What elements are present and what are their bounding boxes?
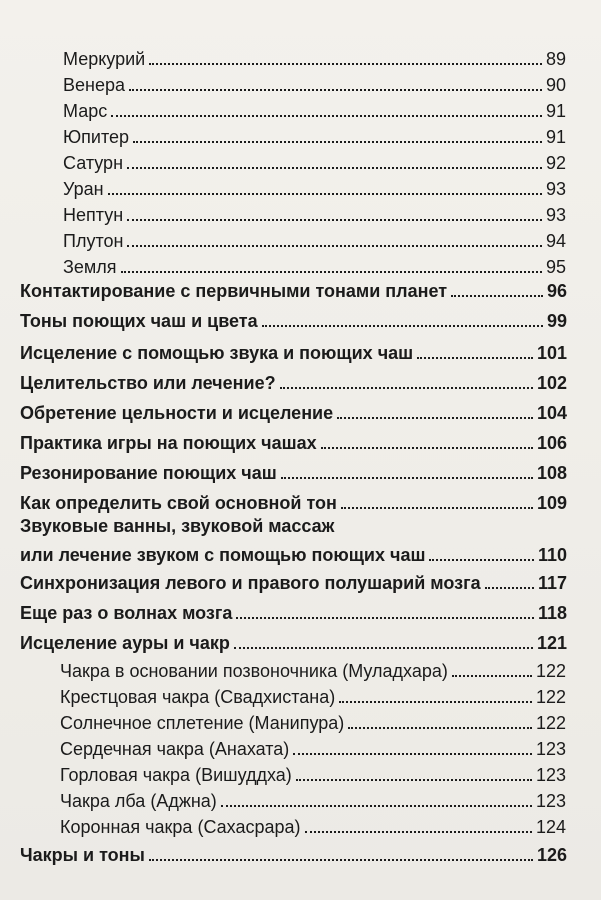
toc-page-number: 99 bbox=[546, 311, 567, 331]
toc-entry-resonating bbox=[0, 454, 601, 484]
toc-entry-title: Как определить свой основной тон bbox=[20, 493, 337, 513]
toc-page-number: 89 bbox=[545, 49, 566, 69]
toc-row bbox=[20, 564, 567, 594]
toc-entry-title: Чакра в основании позвоночника (Муладхара) bbox=[60, 661, 448, 681]
toc-page-number: 118 bbox=[537, 603, 567, 623]
dot-leader bbox=[221, 805, 532, 807]
dot-leader bbox=[262, 325, 543, 327]
toc-page-number: 90 bbox=[545, 75, 566, 95]
toc-page-number: 121 bbox=[536, 633, 567, 653]
dot-leader bbox=[296, 779, 532, 781]
toc-entry-title: Плутон bbox=[63, 231, 124, 251]
dot-leader bbox=[348, 727, 532, 729]
dot-leader bbox=[305, 831, 532, 833]
toc-page-number: 96 bbox=[546, 281, 567, 301]
toc-page-number: 106 bbox=[536, 433, 567, 453]
toc-page-number: 126 bbox=[536, 845, 567, 865]
toc-row bbox=[20, 594, 567, 624]
dot-leader bbox=[280, 387, 533, 389]
toc-page-number: 91 bbox=[545, 101, 566, 121]
toc-entry-title: Меркурий bbox=[63, 49, 146, 69]
toc-entry-title-line1: Звуковые ванны, звуковой массаж bbox=[20, 516, 335, 536]
toc-entry-title: Крестцовая чакра (Свадхистана) bbox=[60, 687, 336, 707]
toc-entry-wholeness bbox=[0, 394, 601, 424]
toc-entry-title: Контактирование с первичными тонами планет bbox=[20, 281, 448, 301]
toc-row bbox=[20, 536, 567, 566]
dot-leader bbox=[321, 447, 533, 449]
toc-entry-title: Чакры и тоны bbox=[20, 845, 145, 865]
dot-leader bbox=[127, 167, 542, 169]
dot-leader bbox=[452, 675, 532, 677]
toc-entry-title: Обретение цельности и исцеление bbox=[20, 403, 334, 423]
toc-page-number: 108 bbox=[536, 463, 567, 483]
dot-leader bbox=[281, 477, 533, 479]
toc-entry-title: Солнечное сплетение (Манипура) bbox=[60, 713, 345, 733]
toc-entry-chakras-tones bbox=[0, 836, 601, 866]
toc-page-number: 110 bbox=[537, 545, 567, 565]
toc-page-number: 124 bbox=[535, 817, 566, 837]
toc-entry-title: Исцеление ауры и чакр bbox=[20, 633, 230, 653]
toc-entry-title: Нептун bbox=[63, 205, 124, 225]
dot-leader bbox=[234, 647, 533, 649]
toc-page-number: 122 bbox=[535, 661, 566, 681]
dot-leader bbox=[485, 587, 534, 589]
toc-row bbox=[20, 454, 567, 484]
toc-page-number: 122 bbox=[535, 687, 566, 707]
dot-leader bbox=[339, 701, 532, 703]
toc-row bbox=[20, 394, 567, 424]
toc-page-number: 92 bbox=[545, 153, 566, 173]
toc-entry-title: Земля bbox=[63, 257, 117, 277]
toc-page-number: 117 bbox=[537, 573, 567, 593]
toc-entry-title: Синхронизация левого и правого полушарий мозга bbox=[20, 573, 481, 593]
toc-entry-title: Сатурн bbox=[63, 153, 124, 173]
toc-page-number: 93 bbox=[545, 205, 566, 225]
toc-entry-hemisphere-sync bbox=[0, 564, 601, 594]
toc-entry-sound-baths bbox=[0, 536, 601, 566]
toc-entry-title: Резонирование поющих чаш bbox=[20, 463, 277, 483]
dot-leader bbox=[337, 417, 533, 419]
toc-entry-planet-tones bbox=[0, 272, 601, 302]
toc-entry-title: Горловая чакра (Вишуддха) bbox=[60, 765, 292, 785]
toc-row bbox=[20, 334, 567, 364]
toc-entry-title: Венера bbox=[63, 75, 125, 95]
toc-row bbox=[20, 364, 567, 394]
toc-entry-title: или лечение звуком с помощью поющих чаш bbox=[20, 545, 426, 565]
dot-leader bbox=[111, 115, 542, 117]
toc-entry-brain-waves bbox=[0, 594, 601, 624]
toc-entry-sound-healing bbox=[0, 334, 601, 364]
toc-entry-base-tone bbox=[0, 484, 601, 514]
dot-leader bbox=[417, 357, 533, 359]
dot-leader bbox=[133, 141, 542, 143]
toc-page-number: 94 bbox=[545, 231, 566, 251]
toc-page-number: 101 bbox=[536, 343, 567, 363]
toc-entry-title: Юпитер bbox=[63, 127, 130, 147]
toc-row bbox=[20, 302, 567, 332]
toc-row bbox=[20, 272, 567, 302]
toc-page-number: 109 bbox=[536, 493, 567, 513]
dot-leader bbox=[341, 507, 533, 509]
toc-row bbox=[20, 424, 567, 454]
dot-leader bbox=[149, 63, 542, 65]
toc-entry-title: Коронная чакра (Сахасрара) bbox=[60, 817, 301, 837]
dot-leader bbox=[129, 89, 542, 91]
toc-entry-title: Уран bbox=[63, 179, 104, 199]
toc-entry-bowl-tones bbox=[0, 302, 601, 332]
dot-leader bbox=[127, 245, 542, 247]
toc-row bbox=[20, 624, 567, 654]
toc-entry-title: Целительство или лечение? bbox=[20, 373, 276, 393]
toc-page-number: 102 bbox=[536, 373, 567, 393]
toc-entry-aura-chakras bbox=[0, 624, 601, 654]
toc-entry-title: Сердечная чакра (Анахата) bbox=[60, 739, 290, 759]
toc-page-number: 123 bbox=[535, 791, 566, 811]
toc-page-number: 104 bbox=[536, 403, 567, 423]
toc-entry-playing-practice bbox=[0, 424, 601, 454]
toc-entry-title: Марс bbox=[63, 101, 108, 121]
toc-entry-sahasrara bbox=[0, 808, 601, 838]
toc-page-number: 123 bbox=[535, 765, 566, 785]
dot-leader bbox=[429, 559, 533, 561]
toc-entry-title: Еще раз о волнах мозга bbox=[20, 603, 233, 623]
toc-row bbox=[60, 808, 566, 838]
toc-entry-title: Исцеление с помощью звука и поющих чаш bbox=[20, 343, 414, 363]
toc-entry-title: Тоны поющих чаш и цвета bbox=[20, 311, 258, 331]
toc-page-number: 95 bbox=[545, 257, 566, 277]
dot-leader bbox=[293, 753, 532, 755]
dot-leader bbox=[451, 295, 543, 297]
toc-row bbox=[20, 836, 567, 866]
toc-row bbox=[20, 484, 567, 514]
toc-entry-title: Практика игры на поющих чашах bbox=[20, 433, 317, 453]
toc-entry-title: Чакра лба (Аджна) bbox=[60, 791, 217, 811]
toc-page-number: 123 bbox=[535, 739, 566, 759]
dot-leader bbox=[149, 859, 533, 861]
toc-page-number: 91 bbox=[545, 127, 566, 147]
toc-page-number: 122 bbox=[535, 713, 566, 733]
dot-leader bbox=[236, 617, 534, 619]
toc-page-number: 93 bbox=[545, 179, 566, 199]
dot-leader bbox=[108, 193, 542, 195]
dot-leader bbox=[127, 219, 542, 221]
toc-entry-healing-or-treatment bbox=[0, 364, 601, 394]
